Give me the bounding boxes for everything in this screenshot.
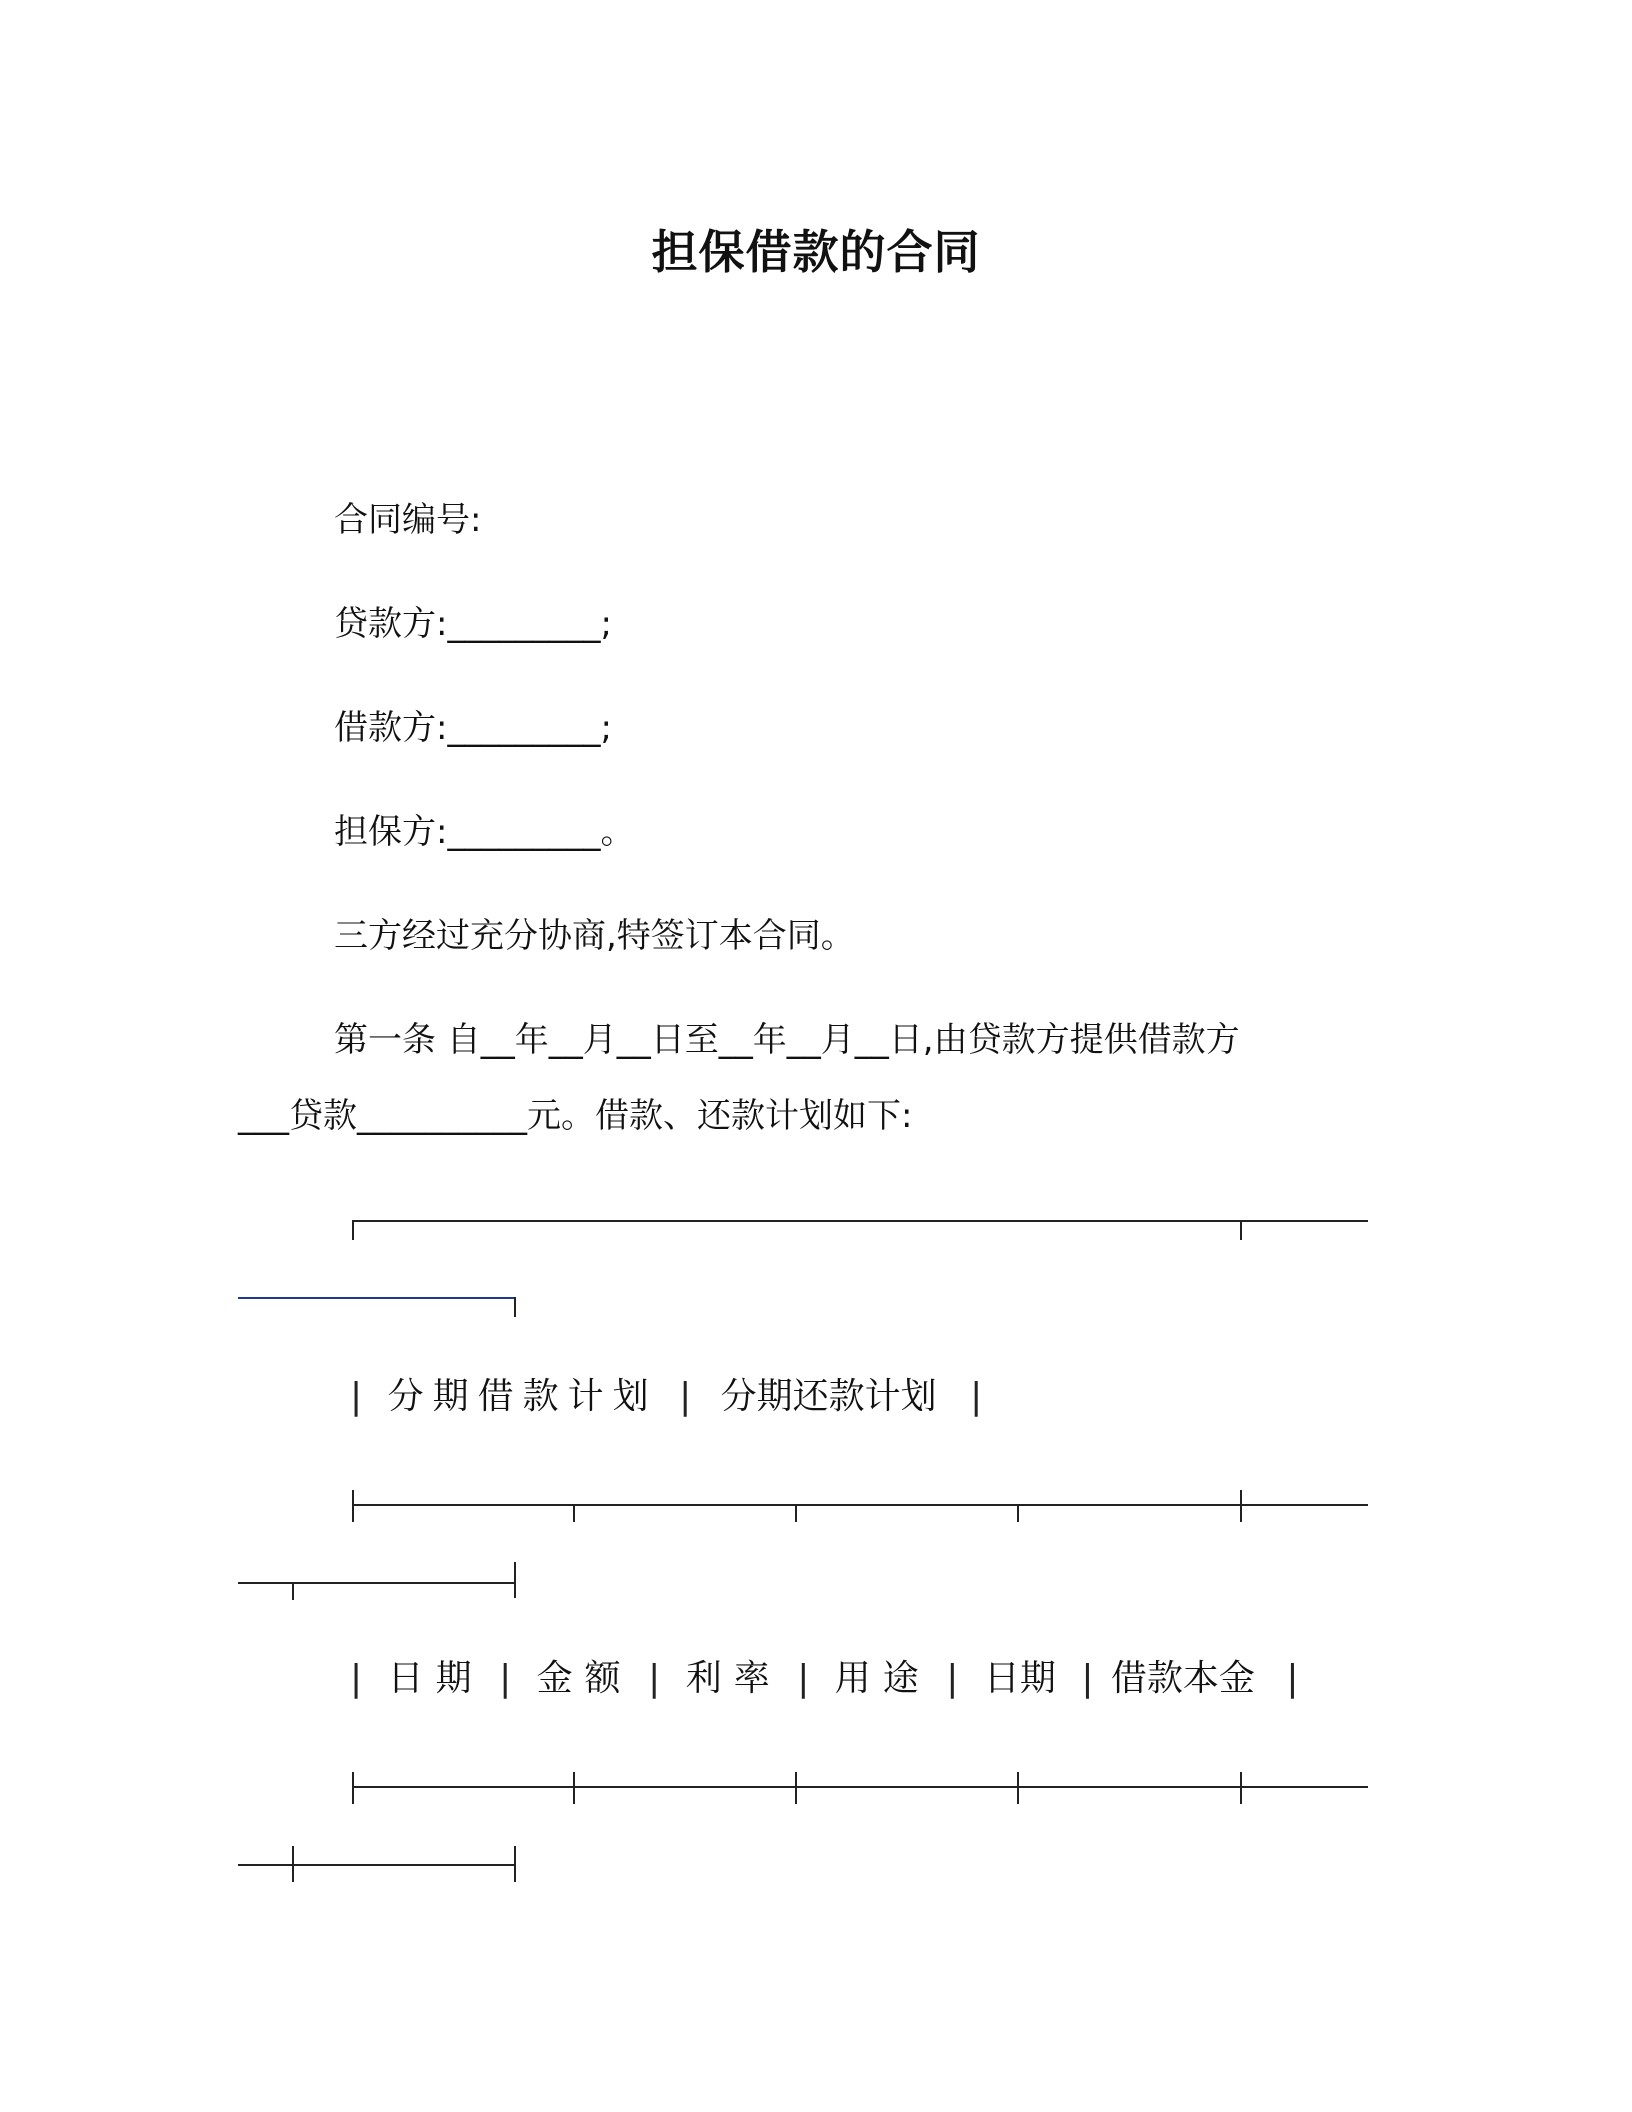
table-tick	[514, 1562, 516, 1598]
subheader-cell-date: 日期	[387, 1658, 484, 1699]
table-separator: |	[1081, 1658, 1094, 1699]
subheader-cell-purpose: 用途	[834, 1658, 931, 1699]
table-tick	[292, 1582, 294, 1600]
table-tick	[573, 1504, 575, 1522]
table-separator: |	[1286, 1658, 1299, 1699]
table-separator: |	[946, 1658, 959, 1699]
subheader-cell-amount: 金额	[536, 1658, 633, 1699]
table-tick	[1240, 1220, 1242, 1240]
table-tick	[795, 1772, 797, 1804]
table-separator: |	[970, 1376, 983, 1417]
table-tick	[514, 1846, 516, 1882]
table-tick	[352, 1772, 354, 1804]
table-tick	[1017, 1772, 1019, 1804]
table-tick	[573, 1772, 575, 1804]
table-tick	[795, 1504, 797, 1522]
table-separator: |	[679, 1376, 692, 1417]
table-row-border-wrap	[238, 1582, 516, 1584]
article-1-line-2: ___贷款__________元。借款、还款计划如下:	[238, 1096, 913, 1136]
subheader-cell-repay-date: 日期	[983, 1658, 1056, 1699]
table-top-border-wrap	[238, 1297, 516, 1299]
table-row-border-wrap	[238, 1864, 516, 1866]
table-separator: |	[648, 1658, 661, 1699]
header-cell-installment-loan: 分期借款计划	[387, 1376, 658, 1417]
table-tick	[1017, 1504, 1019, 1522]
table-header-row	[350, 1372, 982, 1422]
table-separator: |	[350, 1658, 363, 1699]
subheader-cell-principal: 借款本金	[1110, 1658, 1255, 1699]
table-row-border	[352, 1786, 1368, 1788]
contract-number-line: 合同编号:	[334, 500, 482, 540]
intro-paragraph: 三方经过充分协商,特签订本合同。	[334, 916, 855, 956]
article-1-line-1: 第一条 自__年__月__日至__年__月__日,由贷款方提供借款方	[334, 1020, 1240, 1060]
table-tick	[352, 1490, 354, 1522]
header-cell-installment-repayment: 分期还款计划	[720, 1376, 937, 1417]
subheader-cell-rate: 利率	[685, 1658, 782, 1699]
guarantor-line: 担保方:_________。	[334, 812, 635, 852]
table-tick	[1240, 1772, 1242, 1804]
table-separator: |	[797, 1658, 810, 1699]
table-subheader-row	[350, 1654, 1299, 1704]
borrower-line: 借款方:_________;	[334, 708, 612, 748]
table-tick	[352, 1220, 354, 1240]
table-separator: |	[499, 1658, 512, 1699]
table-row-border	[352, 1504, 1368, 1506]
table-tick	[1240, 1490, 1242, 1522]
table-tick	[292, 1846, 294, 1882]
lender-line: 贷款方:_________;	[334, 604, 612, 644]
table-separator: |	[350, 1376, 363, 1417]
table-top-border	[352, 1220, 1368, 1222]
document-title: 担保借款的合同	[651, 225, 981, 279]
table-tick	[514, 1297, 516, 1317]
